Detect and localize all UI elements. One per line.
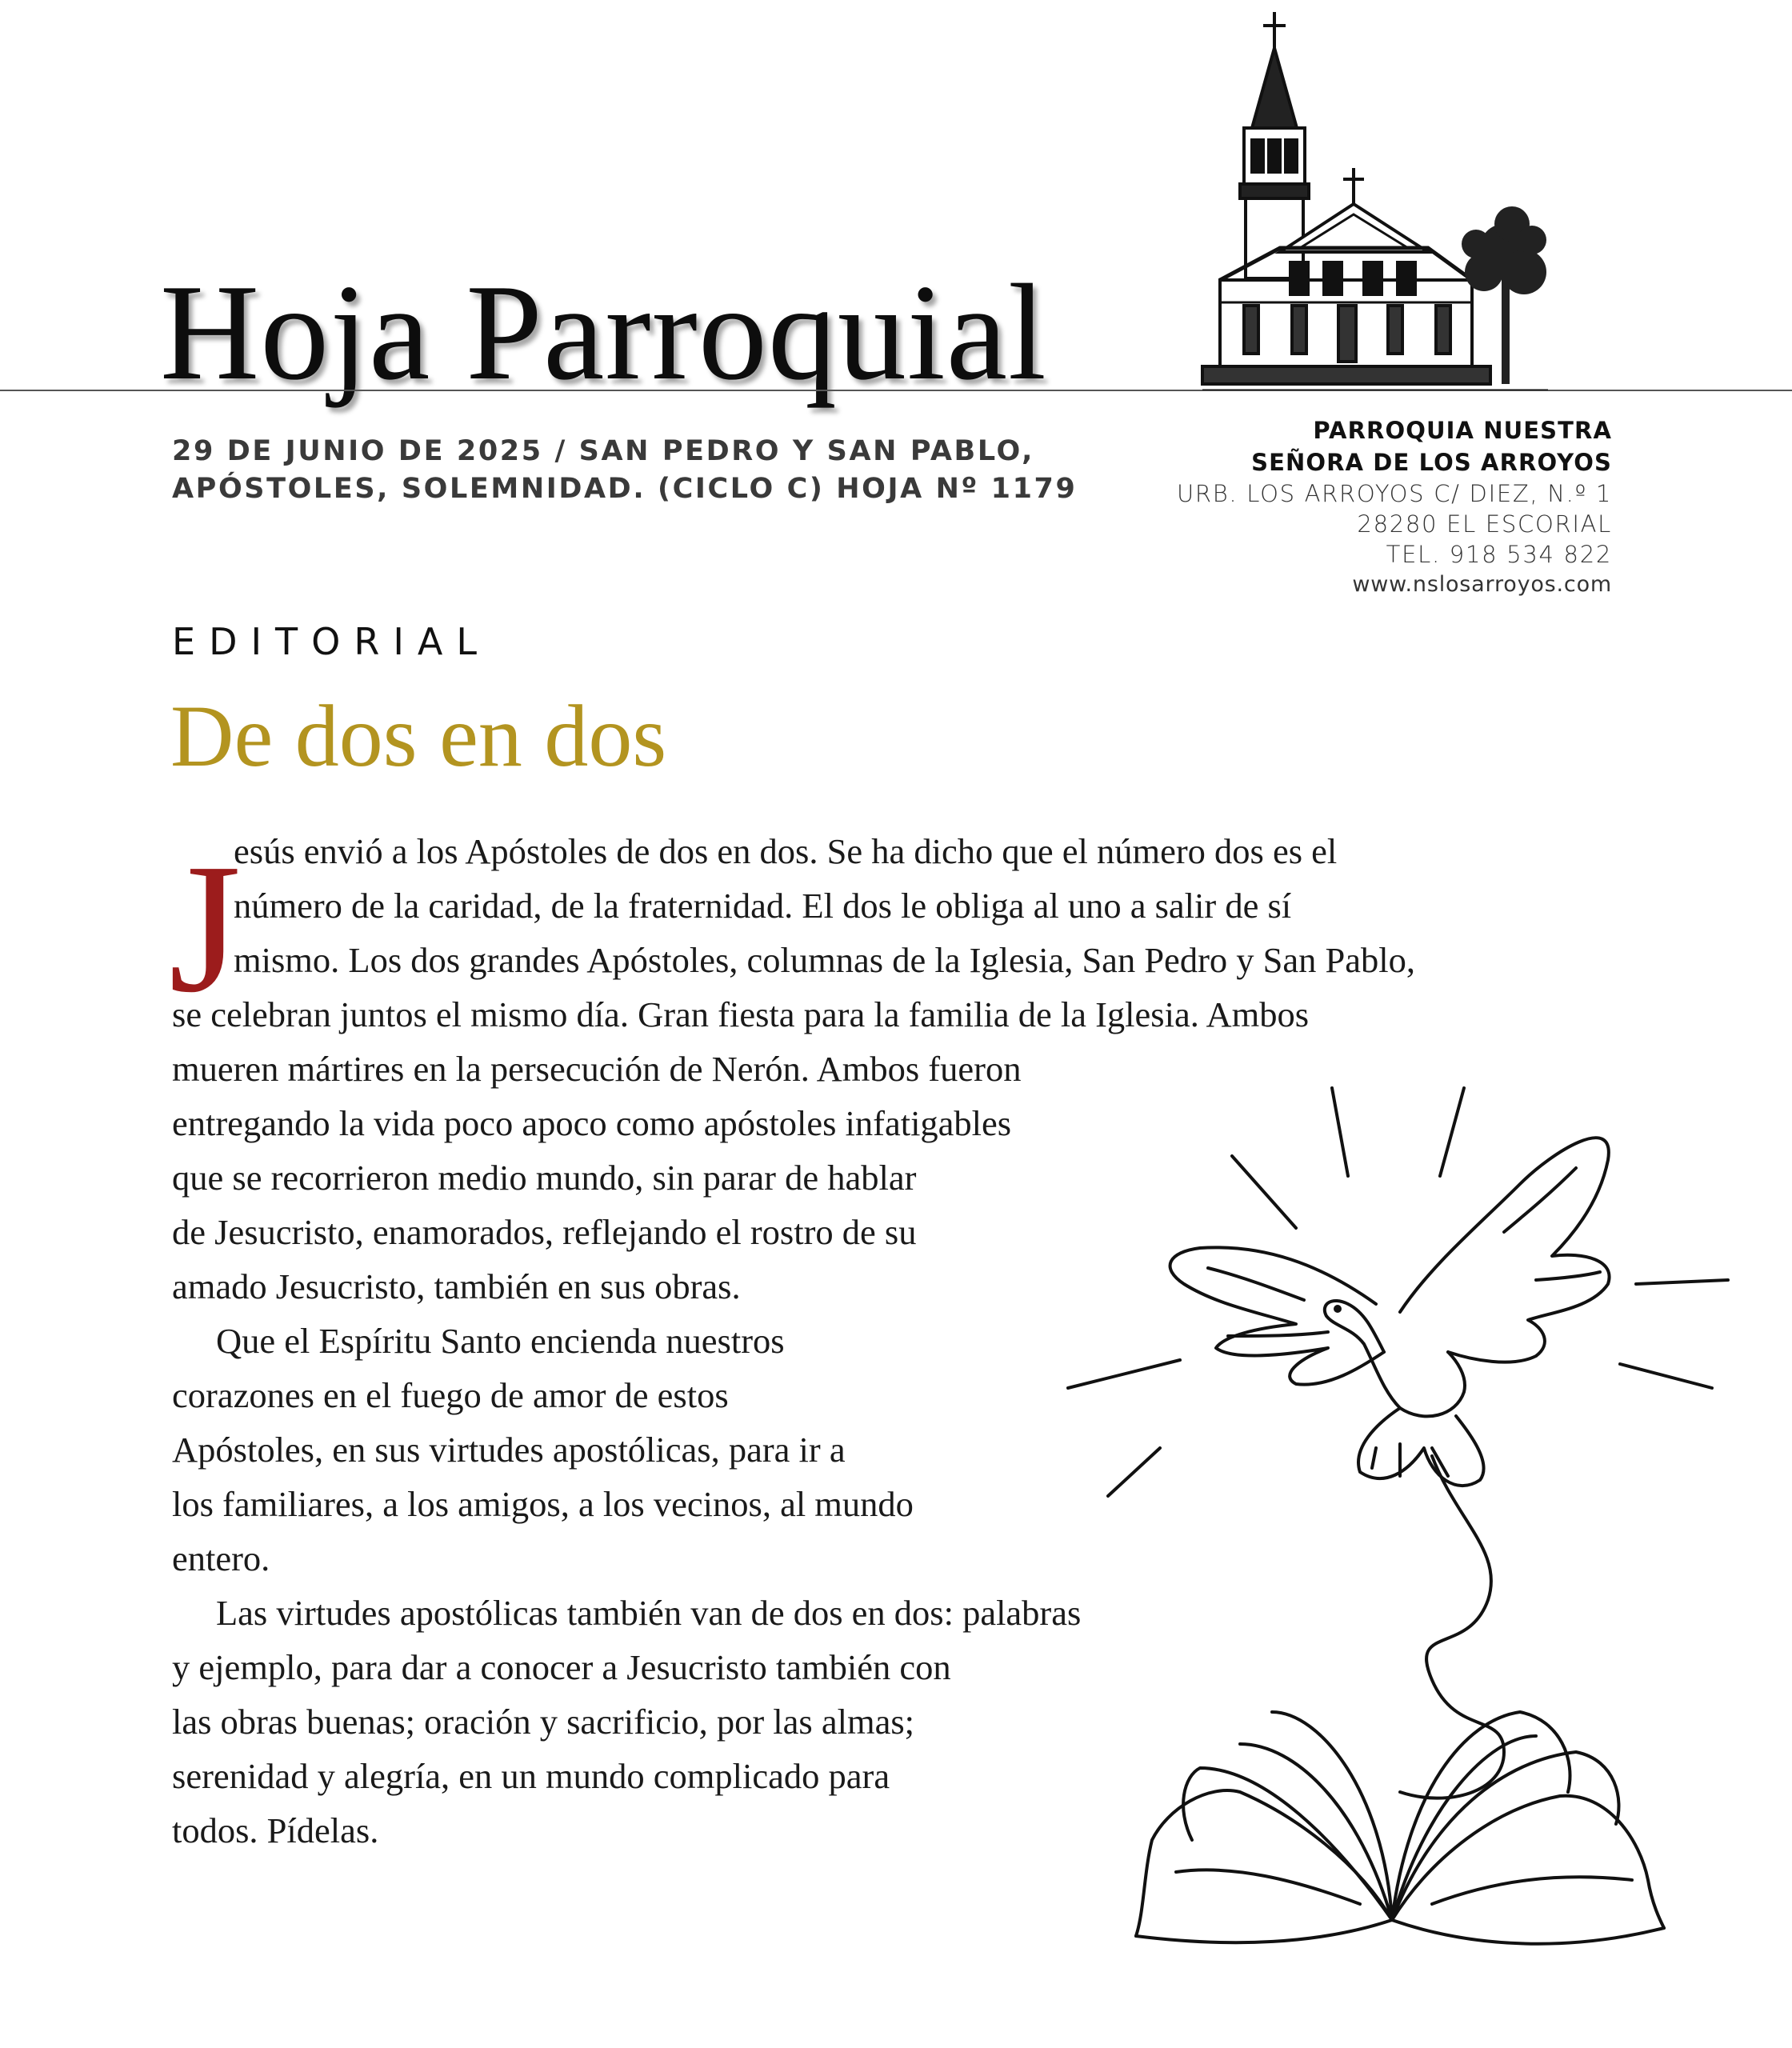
paragraph-line: mueren mártires en la persecución de Nerón. Ambos fueron: [172, 1049, 1022, 1089]
paragraph-line: serenidad y alegría, en un mundo complicado para: [172, 1756, 890, 1796]
issue-line: [172, 433, 1092, 508]
paragraph-line: de Jesucristo, enamorados, reflejando el rostro de su: [172, 1212, 917, 1252]
editorial-title: De dos en dos: [170, 687, 667, 785]
paragraph-line: entero.: [172, 1538, 270, 1578]
paragraph-line: esús envió a los Apóstoles de dos en dos. Se ha dicho que el número dos es el: [234, 831, 1338, 871]
paragraph-line: se celebran juntos el mismo día. Gran fiesta para la familia de la Iglesia. Ambos: [172, 994, 1310, 1034]
paragraph-line: mismo. Los dos grandes Apóstoles, columnas de la Iglesia, San Pedro y San Pablo,: [234, 940, 1415, 980]
parish-address-city: 28280 EL ESCORIAL: [1357, 510, 1612, 538]
paragraph-line: Que el Espíritu Santo encienda nuestros: [216, 1321, 785, 1361]
dove-over-open-book-icon: [1056, 1072, 1736, 1952]
issue-line-date-feast: 29 DE JUNIO DE 2025 / SAN PEDRO Y SAN PABLO,: [172, 435, 1034, 467]
editorial-paragraph-2: [172, 1314, 914, 1586]
paragraph-line: las obras buenas; oración y sacrificio, por las almas;: [172, 1702, 915, 1742]
section-label: EDITORIAL: [172, 620, 490, 663]
paragraph-line: Las virtudes apostólicas también van de dos en dos: palabras: [216, 1593, 1082, 1633]
paragraph-line: corazones en el fuego de amor de estos: [172, 1375, 729, 1415]
issue-line-issue-number: APÓSTOLES, SOLEMNIDAD. (CICLO C) HOJA Nº 1179: [172, 473, 1078, 505]
paragraph-line: número de la caridad, de la fraternidad. El dos le obliga al uno a salir de sí: [234, 886, 1292, 926]
parish-phone: TEL. 918 534 822: [1386, 541, 1612, 568]
paragraph-line: todos. Pídelas.: [172, 1810, 379, 1850]
paragraph-line: amado Jesucristo, también en sus obras.: [172, 1266, 741, 1306]
parish-name-line-2: SEÑORA DE LOS ARROYOS: [1251, 449, 1612, 476]
paragraph-line: y ejemplo, para dar a conocer a Jesucristo también con: [172, 1647, 951, 1687]
parish-name-line-1: PARROQUIA NUESTRA: [1313, 417, 1612, 444]
parish-contact-block: [1177, 414, 1612, 600]
masthead-title: Hoja Parroquial: [160, 257, 1047, 409]
parish-website-link[interactable]: www.nslosarroyos.com: [1352, 572, 1612, 597]
paragraph-line: los familiares, a los amigos, a los vecinos, al mundo: [172, 1484, 914, 1524]
paragraph-line: que se recorrieron medio mundo, sin parar de hablar: [172, 1158, 917, 1198]
paragraph-line: entregando la vida poco apoco como apóstoles infatigables: [172, 1103, 1012, 1143]
paragraph-line: Apóstoles, en sus virtudes apostólicas, para ir a: [172, 1430, 846, 1470]
church-icon: [1196, 8, 1548, 390]
parish-address-street: URB. LOS ARROYOS C/ DIEZ, N.º 1: [1176, 480, 1612, 507]
drop-cap: J: [169, 826, 242, 1031]
editorial-paragraph-3: [172, 1586, 1081, 1858]
